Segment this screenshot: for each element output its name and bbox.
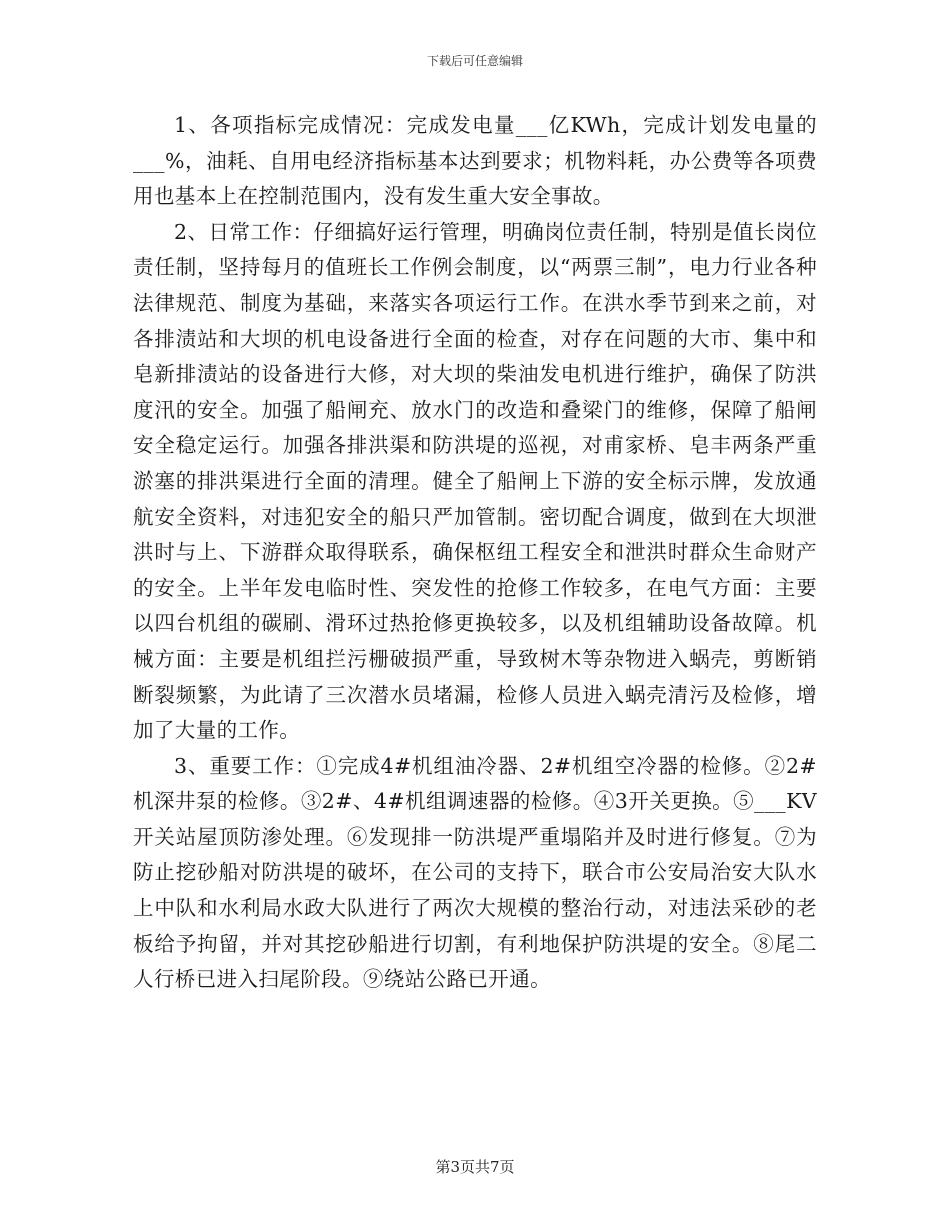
paragraph-key-work: 3、重要工作：①完成4#机组油冷器、2#机组空冷器的检修。②2#机深井泵的检修。③2#、4#机组调速器的检修。④3开关更换。⑤___KV开关站屋顶防渗处理。⑥发现排一防洪堤严重塌陷并及时进行修复。⑦为防止挖砂船对防洪堤的破坏，在公司的支持下，联合市公安局治安大队水上中队和水利局水政大队进行了两次大规模的整治行动，对违法采砂的老板给予拘留，并对其挖砂船进行切割，有利地保护防洪堤的安全。⑧尾二人行桥已进入扫尾阶段。⑨绕站公路已开通。 <box>133 753 817 992</box>
page-footer: 第3页共7页 <box>435 1158 515 1176</box>
page-header: 下载后可任意编辑 <box>426 54 523 68</box>
paragraph-indicators: 1、各项指标完成情况：完成发电量___亿KWh，完成计划发电量的___%，油耗、自用电经济指标基本达到要求；机物料耗，办公费等各项费用也基本上在控制范围内，没有发生重大安全事故。 <box>133 113 817 209</box>
paragraph-daily-work: 2、日常工作：仔细搞好运行管理，明确岗位责任制，特别是值长岗位责任制，坚持每月的值班长工作例会制度，以“两票三制”，电力行业各种法律规范、制度为基础，来落实各项运行工作。在洪水季节到来之前，对各排渍站和大坝的机电设备进行全面的检查，对存在问题的大市、集中和皂新排渍站的设备进行大修，对大坝的柴油发电机进行维护，确保了防洪度汛的安全。加强了船闸充、放水门的改造和叠梁门的维修，保障了船闸安全稳定运行。加强各排洪渠和防洪堤的巡视，对甫家桥、皂丰两条严重淤塞的排洪渠进行全面的清理。健全了船闸上下游的安全标示牌，发放通航安全资料，对违犯安全的船只严加管制。密切配合调度，做到在大坝泄洪时与上、下游群众取得联系，确保枢纽工程安全和泄洪时群众生命财产的安全。上半年发电临时性、突发性的抢修工作较多，在电气方面：主要以四台机组的碳刷、滑环过热抢修更换较多，以及机组辅助设备故障。机械方面：主要是机组拦污栅破损严重，导致树木等杂物进入蜗壳，剪断销断裂频繁，为此请了三次潜水员堵漏，检修人员进入蜗壳清污及检修，增加了大量的工作。 <box>133 219 817 743</box>
document-body <box>133 108 817 998</box>
